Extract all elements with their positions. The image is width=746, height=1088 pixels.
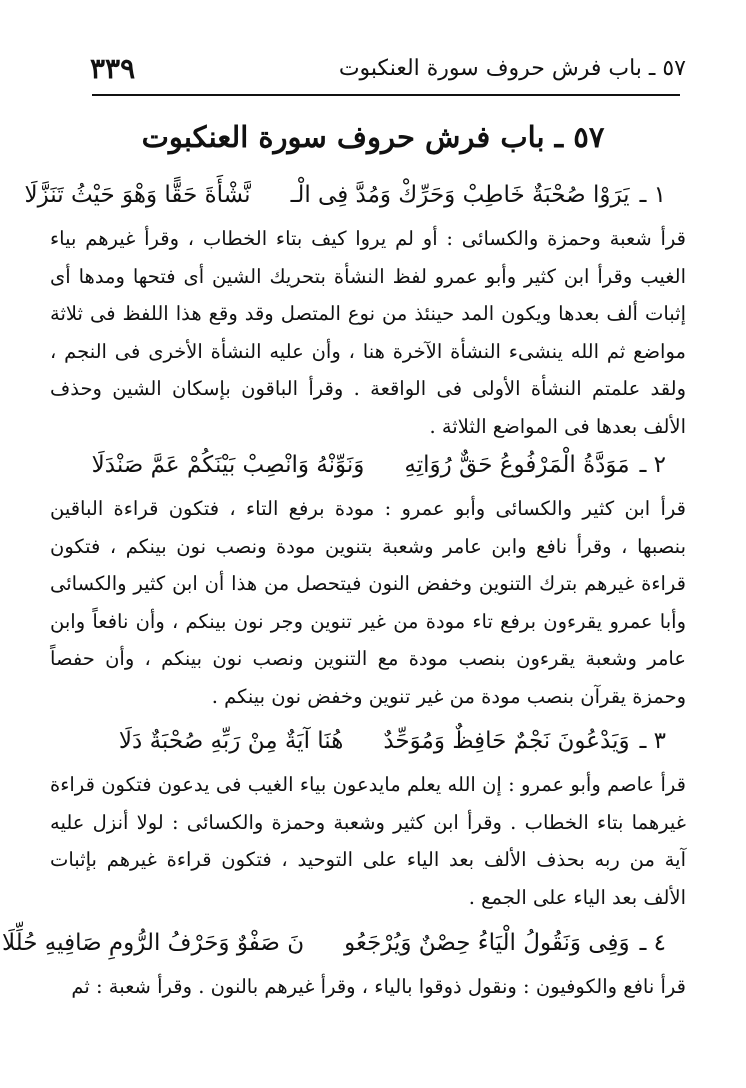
verse-line	[1, 918, 686, 968]
verse-first-hemistich: مَوَدَّةُ الْمَرْفُوعُ حَقٌّ رُوَاتِهِ	[404, 452, 630, 478]
verse-line	[24, 170, 686, 220]
commentary-paragraph: قرأ نافع والكوفيون : ونقول ذوقوا بالياء ، وقرأ غيرهم بالنون . وقرأ شعبة : ثم	[71, 975, 686, 998]
verse-first-hemistich: وَيَدْعُونَ نَجْمٌ حَافِظٌ وَمُوَحِّدٌ	[383, 728, 630, 754]
section-1	[24, 170, 686, 445]
verse-number: ١ ـ	[639, 182, 666, 208]
page-number: ٣٣٩	[90, 51, 136, 85]
section-2	[50, 440, 686, 715]
commentary-paragraph: قرأ عاصم وأبو عمرو : إن الله يعلم مايدعون بياء الغيب فى يدعون فتكون قراءة غيرهما بتاء الخطاب . وقرأ ابن كثير وشعبة وحمزة والكسائى : لولا أنزل عليه آية من ربه بحذف الألف بعد الياء على التوحيد ، فتكون قراءة غيرهم بإثبات الألف بعد الياء على الجمع .	[50, 773, 686, 909]
running-head	[90, 48, 686, 88]
section-3	[50, 716, 686, 916]
header-rule	[92, 94, 680, 96]
commentary-paragraph: قرأ ابن كثير والكسائى وأبو عمرو : مودة برفع التاء ، فتكون قراءة الباقين بنصبها ، وقرأ نافع وابن عامر وشعبة بتنوين مودة ونصب نون بينكم ، فتكون قراءة غيرهم بترك التنوين وخفض النون فيتحصل من هذا أن ابن كثير والكسائى وأبا عمرو يقرءون برفع تاء مودة من غير تنوين وجر نون بينكم ، وأن نافعاً وابن عامر وشعبة يقرءون بنصب مودة مع التنوين ونصب نون بينكم ، وأن حفصاً وحمزة يقرآن بنصب مودة من غير تنوين وخفض نون بينكم .	[50, 497, 686, 708]
verse-number: ٤ ـ	[639, 930, 666, 956]
running-head-title: ٥٧ ـ باب فرش حروف سورة العنكبوت	[338, 55, 686, 81]
verse-second-hemistich: نَّشْأَةَ حَقًّا وَهْوَ حَيْثُ تَنَزَّلَا	[24, 182, 251, 208]
commentary-paragraph: قرأ شعبة وحمزة والكسائى : أو لم يروا كيف بتاء الخطاب ، وقرأ غيرهم بياء الغيب وقرأ ابن كثير وأبو عمرو لفظ النشأة بتحريك الشين أى فتحها ومدها أى إثبات ألف بعدها ويكون المد حينئذ من نوع المتصل وقد وقع هذا اللفظ فى ثلاثة مواضع ثم الله ينشىء النشأة الآخرة هنا ، وأن عليه النشأة الأخرى فى النجم ، ولقد علمتم النشأة الأولى فى الواقعة . وقرأ الباقون بإسكان الشين وحذف الألف بعدها فى المواضع الثلاثة .	[50, 227, 686, 438]
verse-first-hemistich: وَفِى وَنَقُولُ الْيَاءُ حِصْنٌ وَيُرْجَعُو	[344, 930, 630, 956]
verse-first-hemistich: يَرَوْا صُحْبَةٌ خَاطِبْ وَحَرِّكْ وَمُدَّ فِى الْـ	[290, 182, 630, 208]
verse-second-hemistich: هُنَا آيَةٌ مِنْ رَبِّهِ صُحْبَةٌ دَلَا	[118, 728, 344, 754]
verse-number: ٣ ـ	[639, 728, 666, 754]
verse-second-hemistich: نَ صَفْوٌ وَحَرْفُ الرُّومِ صَافِيهِ حُلِّلَا	[1, 930, 305, 956]
verse-line	[50, 716, 686, 766]
verse-line	[50, 440, 686, 490]
section-4	[1, 918, 686, 1006]
chapter-title: ٥٧ ـ باب فرش حروف سورة العنكبوت	[141, 120, 605, 154]
verse-number: ٢ ـ	[639, 452, 666, 478]
verse-second-hemistich: وَنَوِّنْهُ وَانْصِبْ بَيْنَكُمْ عَمَّ صَنْدَلَا	[91, 452, 365, 478]
